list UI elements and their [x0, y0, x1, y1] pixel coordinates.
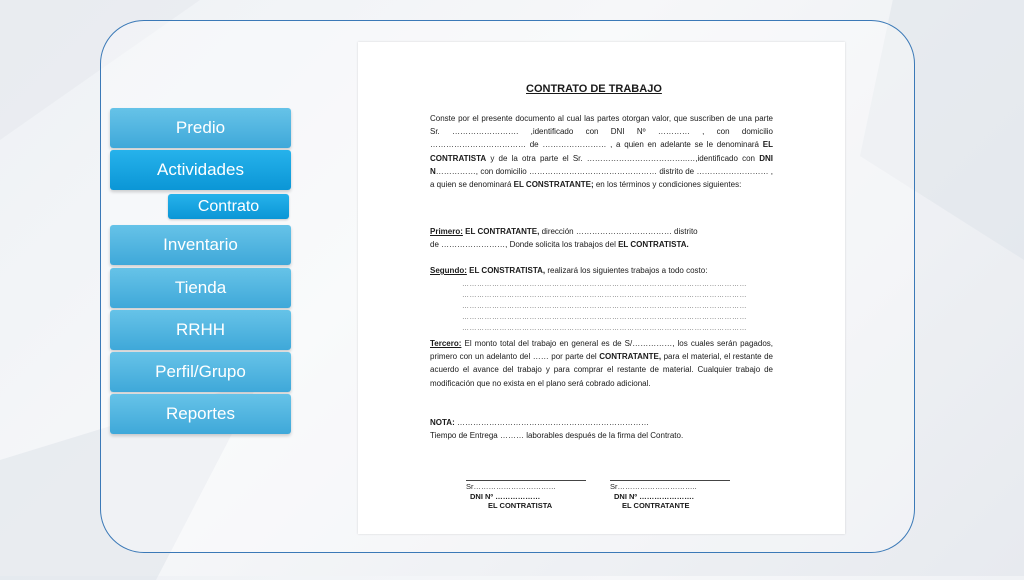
signature-contratista: Sr…………………………… DNI Nº ……………… EL CONTRATISTA	[466, 480, 586, 511]
menu-item-tienda[interactable]: Tienda	[110, 268, 291, 308]
clause-segundo: Segundo: EL CONSTRATISTA, realizará los siguientes trabajos a todo costo:	[430, 266, 708, 275]
document-title: CONTRATO DE TRABAJO	[526, 83, 662, 95]
clause-tercero: Tercero: El monto total del trabajo en general es de S/……………, los cuales serán pagados, primero con un adelanto del …… por parte del CONTRATANTE, para el material, el restante de acuerdo el avance del trabajo y para comprar el restante de material. Cualquier trabajo de modificación que no exista en el plano será cobrado adicional.	[430, 339, 774, 388]
signature-contratante: Sr………………………….. DNI Nº …………………. EL CONTRATANTE	[610, 480, 730, 511]
menu-item-perfil-grupo[interactable]: Perfil/Grupo	[110, 352, 291, 392]
contract-document	[358, 42, 845, 534]
work-line: ……………………………………………………………………………………………………	[462, 303, 747, 310]
menu-item-actividades[interactable]: Actividades	[110, 150, 291, 190]
nota-section: NOTA: ……………………………………………………………… Tiempo de Entrega ……… laborables después de la firma del Contrato.	[430, 418, 684, 441]
work-line: ……………………………………………………………………………………………………	[462, 314, 747, 321]
submenu-item-contrato[interactable]: Contrato	[168, 194, 289, 219]
intro-paragraph: Conste por el presente documento al cual las partes otorgan valor, que suscriben de una parte Sr. ……………………. ,identificado con DNI Nº ………… , con domicilio ……………………………… de …………………… , a quien en adelante se le denominará EL CONTRATISTA y de la otra parte el Sr. ………………………………..…,identificado con DNI N……………, con domicilio ………………………………………… distrito de ……………………… , a quien se denominará EL CONSTRATANTE; en los términos y condiciones siguientes:	[430, 114, 773, 190]
menu-item-inventario[interactable]: Inventario	[110, 225, 291, 265]
menu-item-reportes[interactable]: Reportes	[110, 394, 291, 434]
work-line: ……………………………………………………………………………………………………	[462, 281, 747, 288]
menu-item-predio[interactable]: Predio	[110, 108, 291, 148]
clause-primero: Primero: EL CONTRATANTE, dirección ……………………………… distrito de ……………………, Donde solicita los trabajos del EL CONTRATISTA.	[430, 227, 698, 250]
signature-line	[466, 480, 586, 481]
work-line: ……………………………………………………………………………………………………	[462, 292, 747, 299]
menu-item-rrhh[interactable]: RRHH	[110, 310, 291, 350]
signature-line	[610, 480, 730, 481]
work-line: ……………………………………………………………………………………………………	[462, 325, 747, 332]
